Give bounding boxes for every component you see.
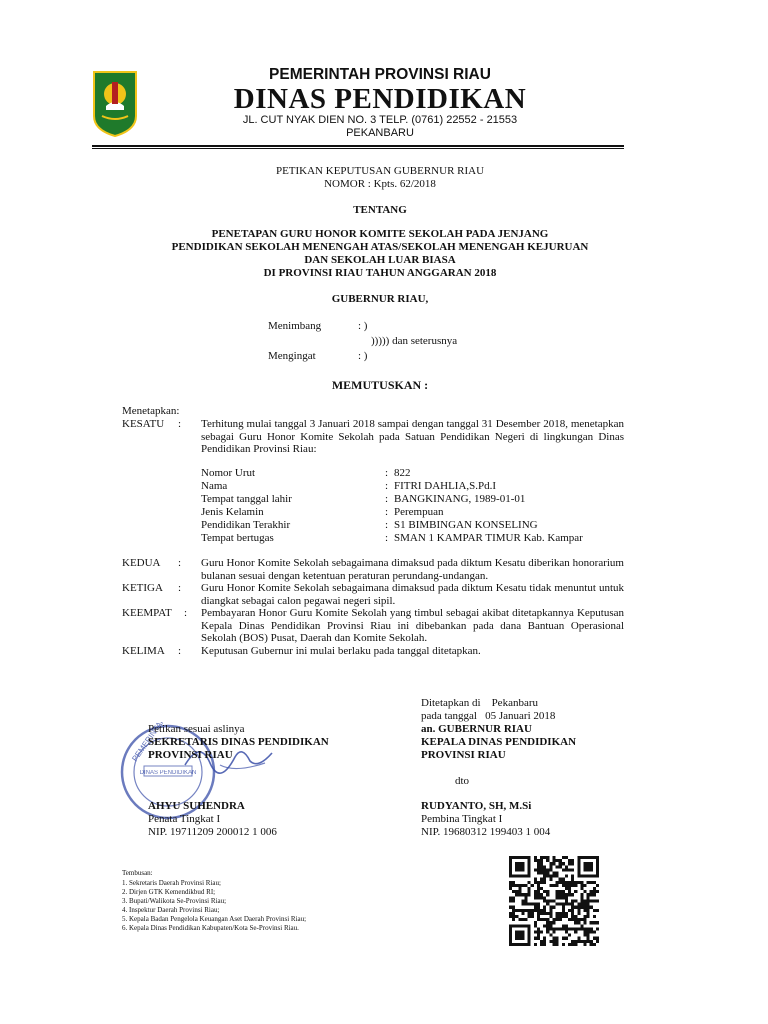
detail-value: Perempuan <box>394 506 444 518</box>
diktum-kelima <box>122 645 624 659</box>
detail-value: S1 BIMBINGAN KONSELING <box>394 519 538 531</box>
tembusan-item: 2. Dirjen GTK Kemendikbud RI; <box>122 888 216 896</box>
diktum-kedua <box>122 557 624 583</box>
detail-value: BANGKINANG, 1989-01-01 <box>394 493 526 505</box>
subject-line3: DAN SEKOLAH LUAR BIASA <box>304 254 456 266</box>
diktum-text: Terhitung mulai tanggal 3 Januari 2018 sampai dengan tanggal 31 Desember 2018, menetapkan sebagai Guru Honor Komite Sekolah pada Satuan Pendidikan Negeri di lingkungan Dinas Pendidikan Provinsi Riau: <box>201 418 624 455</box>
subject-line2: PENDIDIKAN SEKOLAH MENENGAH ATAS/SEKOLAH MENENGAH KEJURUAN <box>171 241 589 253</box>
tembusan-item: 5. Kepala Badan Pengelola Keuangan Aset Daerah Provinsi Riau; <box>122 915 307 923</box>
tembusan-item: 4. Inspektur Daerah Provinsi Riau; <box>122 906 220 914</box>
mengingat-label: Mengingat <box>268 350 316 362</box>
right-title1: KEPALA DINAS PENDIDIKAN <box>421 736 577 748</box>
diktum-colon: : <box>178 557 182 569</box>
tembusan-item: 3. Bupati/Walikota Se-Provinsi Riau; <box>122 897 227 905</box>
mengingat-value: : ) <box>358 350 368 362</box>
memutuskan-heading: MEMUTUSKAN : <box>331 378 429 392</box>
diktum-text: Guru Honor Komite Sekolah sebagaimana dimaksud pada diktum Kesatu tidak menuntut untuk diangkat sebagai calon pegawai negeri sipil. <box>201 582 624 607</box>
right-title2: PROVINSI RIAU <box>421 749 506 761</box>
diktum-label: KEEMPAT <box>122 607 172 619</box>
detail-key: Jenis Kelamin <box>201 506 264 518</box>
detail-colon: : <box>385 480 389 492</box>
diktum-text: Keputusan Gubernur ini mulai berlaku pada tanggal ditetapkan. <box>201 645 481 657</box>
detail-key: Nama <box>201 480 228 492</box>
decree-number: NOMOR : Kpts. 62/2018 <box>324 178 436 190</box>
diktum-text: Pembayaran Honor Guru Komite Sekolah yang timbul sebagai akibat ditetapkannya Keputusan Kepala Dinas Pendidikan Provinsi Riau ini dibebankan pada dana Bantuan Operasional Sekolah (BOS) Pusat, Daerah dan Komite Sekolah. <box>201 607 624 644</box>
pada-tanggal: pada tanggal 05 Januari 2018 <box>421 710 556 722</box>
decree-title: PETIKAN KEPUTUSAN GUBERNUR RIAU <box>275 165 485 177</box>
detail-colon: : <box>385 493 389 505</box>
diktum-colon: : <box>178 645 182 657</box>
qr-code-icon <box>509 856 599 946</box>
header-divider <box>92 145 624 147</box>
tembusan-item: 1. Sekretaris Daerah Provinsi Riau; <box>122 879 221 887</box>
detail-key: Pendidikan Terakhir <box>201 519 291 531</box>
left-title2: PROVINSI RIAU <box>148 749 233 761</box>
diktum-label: KESATU <box>122 418 165 430</box>
diktum-colon: : <box>178 582 182 594</box>
right-signer-nip: NIP. 19680312 199403 1 004 <box>421 826 551 838</box>
governor-heading: GUBERNUR RIAU, <box>331 293 429 305</box>
detail-value: SMAN 1 KAMPAR TIMUR Kab. Kampar <box>394 532 583 544</box>
header-line2: DINAS PENDIDIKAN <box>233 83 527 115</box>
tembusan-item: 6. Kepala Dinas Pendidikan Kabupaten/Kota Se-Provinsi Riau. <box>122 924 299 932</box>
diktum-colon: : <box>178 418 182 430</box>
petikan-sesuai: Petikan sesuai aslinya <box>148 723 245 735</box>
an-governor: an. GUBERNUR RIAU <box>421 723 532 735</box>
detail-key: Tempat bertugas <box>201 532 274 544</box>
header-line3: JL. CUT NYAK DIEN NO. 3 TELP. (0761) 22552 - 21553 <box>242 114 518 126</box>
right-signer-name: RUDYANTO, SH, M.Si <box>421 800 532 812</box>
diktum-label: KELIMA <box>122 645 165 657</box>
menimbang-label: Menimbang <box>268 320 322 332</box>
qr-code <box>509 856 599 946</box>
riau-emblem-icon <box>92 70 138 138</box>
left-signer-nip: NIP. 19711209 200012 1 006 <box>148 826 277 838</box>
diktum-colon: : <box>184 607 188 619</box>
stamp-text-left: PEMERINTAH <box>130 722 168 764</box>
detail-colon: : <box>385 519 389 531</box>
menimbang-value: : ) <box>358 320 368 332</box>
menetapkan-label: Menetapkan: <box>122 405 180 417</box>
diktum-label: KEDUA <box>122 557 161 569</box>
detail-key: Nomor Urut <box>201 467 256 479</box>
left-title1: SEKRETARIS DINAS PENDIDIKAN <box>148 736 329 748</box>
detail-value: 822 <box>394 467 411 479</box>
ditetapkan-di: Ditetapkan di Pekanbaru <box>421 697 538 709</box>
diktum-text: Guru Honor Komite Sekolah sebagaimana dimaksud pada diktum Kesatu diberikan honorarium bulanan sesuai dengan ketentuan peraturan perundang-undangan. <box>201 557 624 582</box>
diktum-keempat <box>122 607 624 645</box>
header-line4: PEKANBARU <box>346 127 414 139</box>
subject-line4: DI PROVINSI RIAU TAHUN ANGGARAN 2018 <box>263 267 497 279</box>
right-signer-rank: Pembina Tingkat I <box>421 813 503 825</box>
dto-text: dto <box>455 775 470 787</box>
detail-colon: : <box>385 467 389 479</box>
diktum-ketiga <box>122 582 624 608</box>
seterusnya-text: ))))) dan seterusnya <box>371 335 458 347</box>
left-signer-name: AHYU SUHENDRA <box>148 800 245 812</box>
diktum-label: KETIGA <box>122 582 163 594</box>
tentang-label: TENTANG <box>353 204 407 216</box>
header-line1: PEMERINTAH PROVINSI RIAU <box>269 66 491 83</box>
left-signer-rank: Penata Tingkat I <box>148 813 221 825</box>
diktum-kesatu <box>122 418 624 458</box>
regional-logo <box>92 70 138 138</box>
subject-line1: PENETAPAN GURU HONOR KOMITE SEKOLAH PADA JENJANG <box>211 228 549 240</box>
detail-colon: : <box>385 532 389 544</box>
detail-colon: : <box>385 506 389 518</box>
header-divider-thin <box>92 148 624 149</box>
stamp-text-center: DINAS PENDIDIKAN <box>139 770 197 776</box>
detail-value: FITRI DAHLIA,S.Pd.I <box>394 480 497 492</box>
tembusan-title: Tembusan: <box>122 869 153 877</box>
detail-key: Tempat tanggal lahir <box>201 493 292 505</box>
